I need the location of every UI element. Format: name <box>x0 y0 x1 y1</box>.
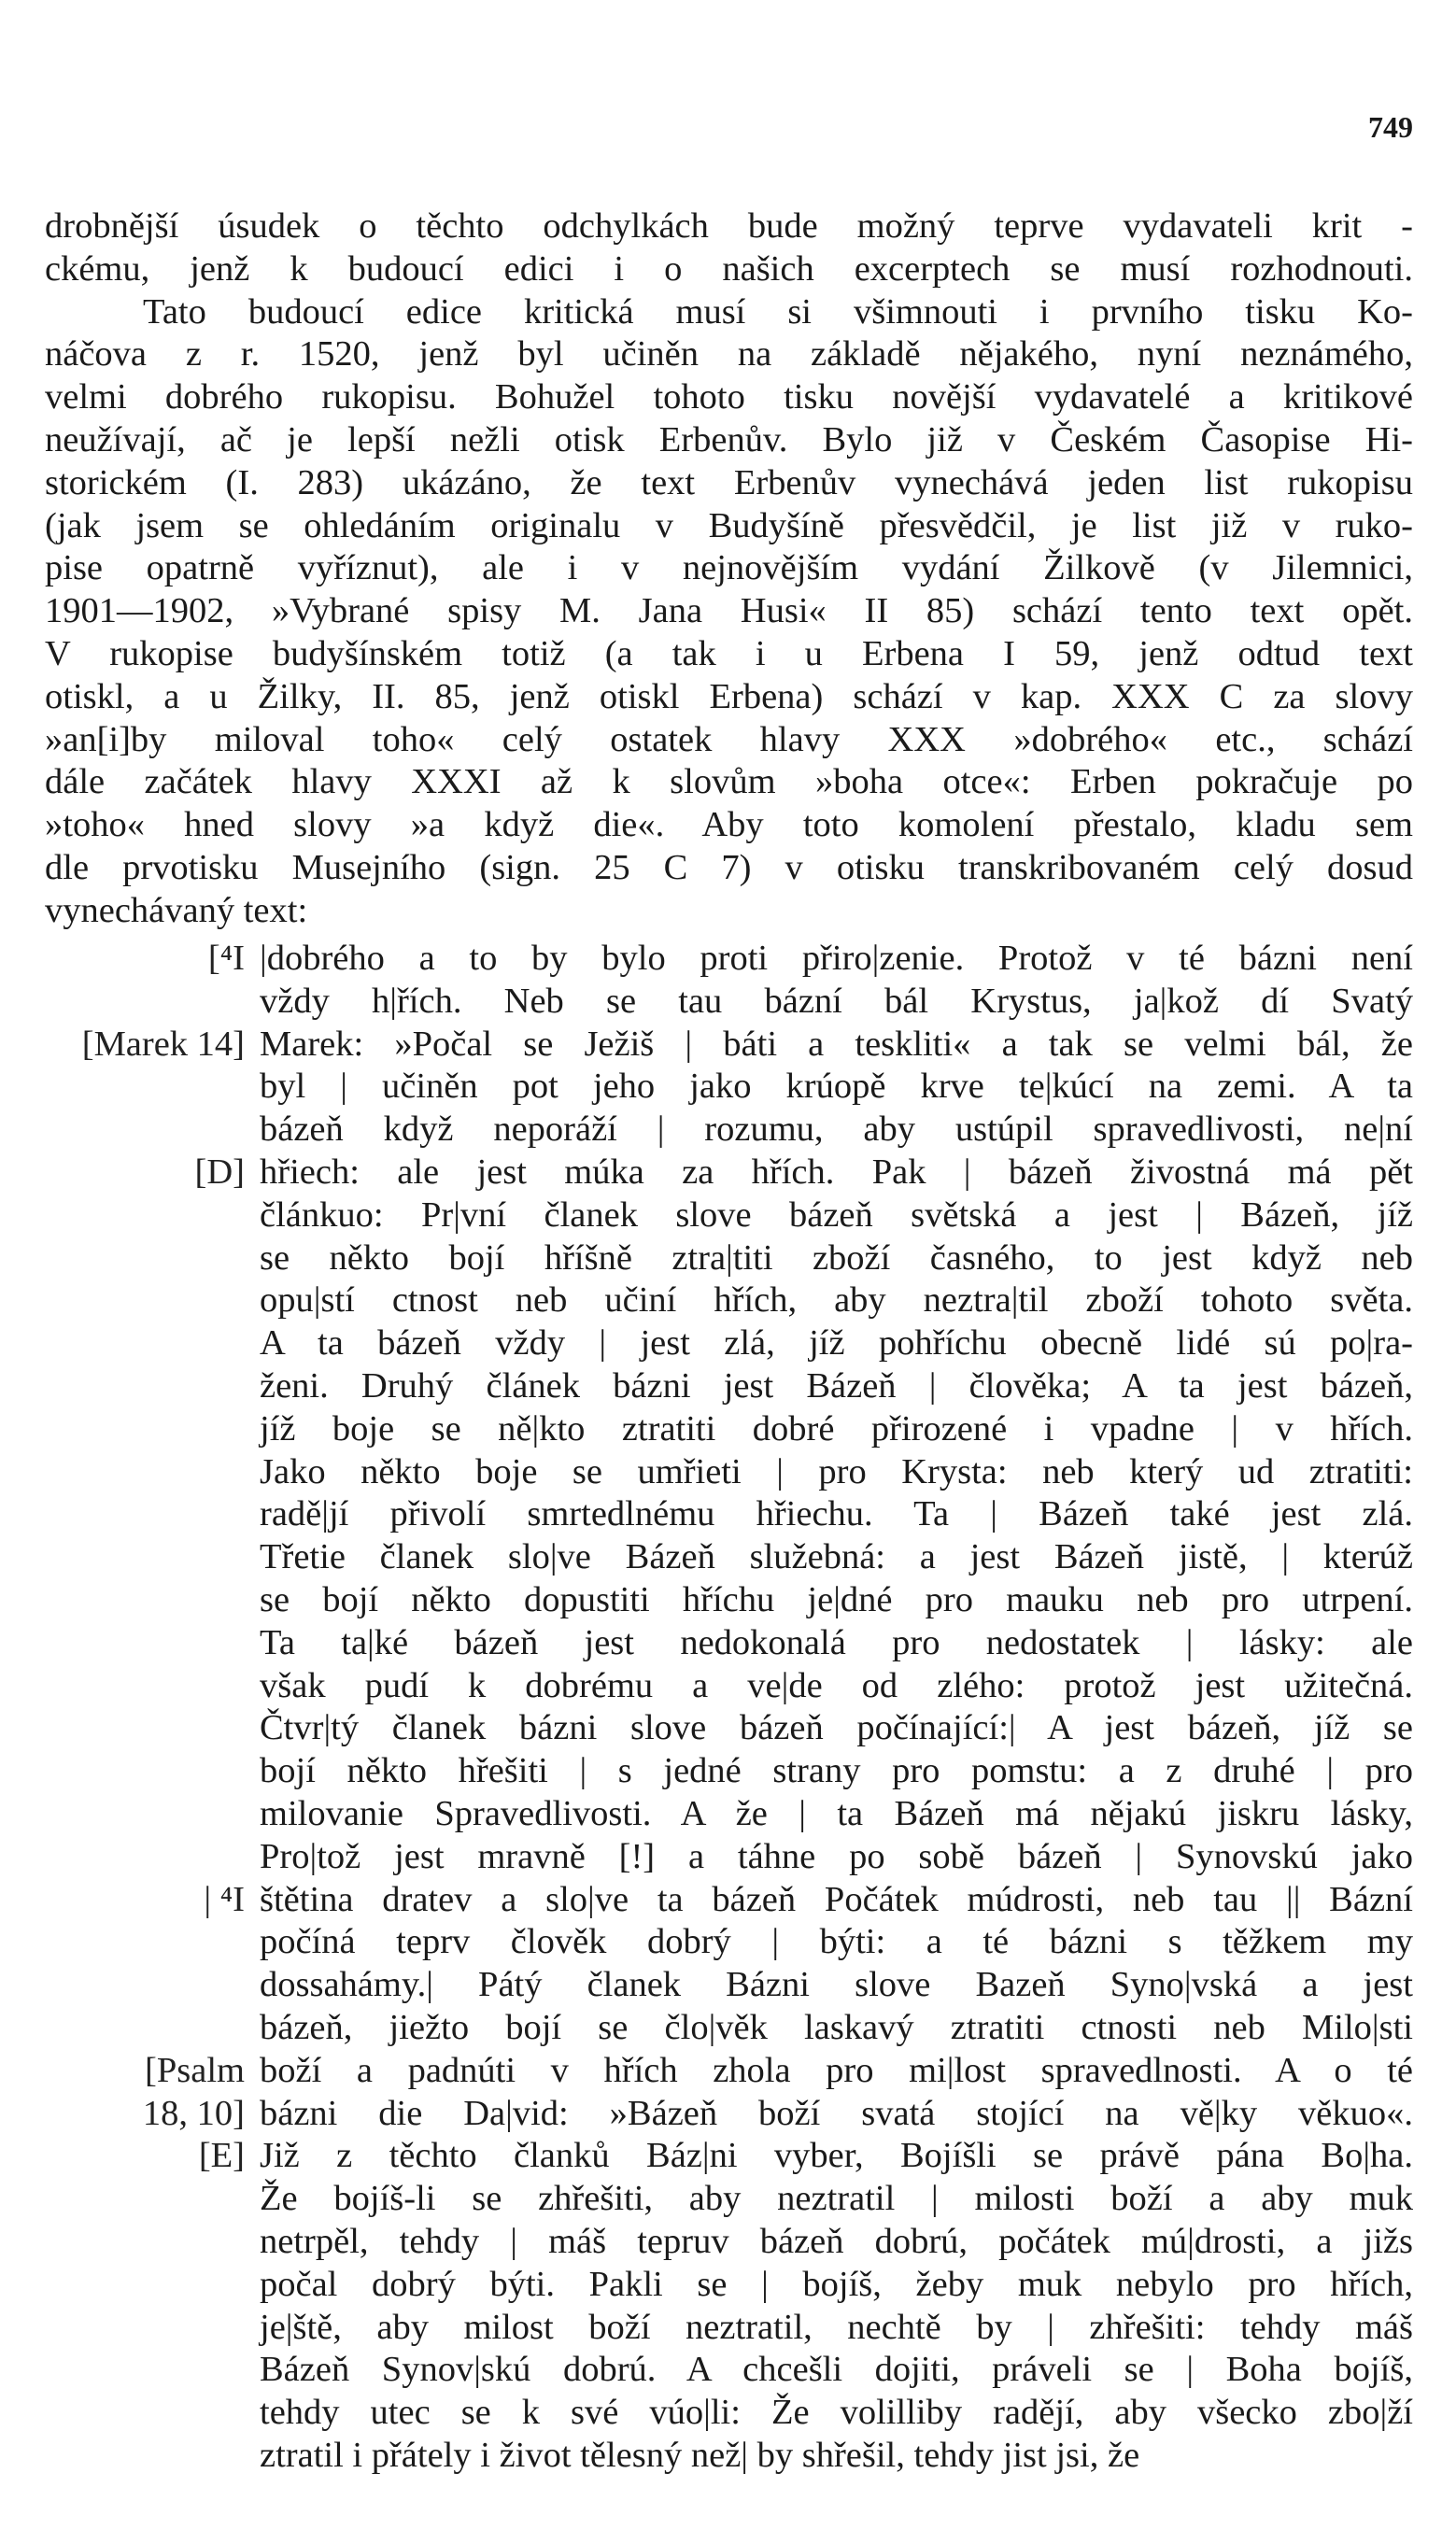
margin-note <box>45 2307 260 2350</box>
intro-line: pise opatrně vyříznut), ale i v nejnovějším vydání Žilkově (v Jilemnici, <box>45 548 1413 588</box>
intro-line: 1901—1902, »Vybrané spisy M. Jana Husi« II 85) schází tento text opět. <box>45 591 1413 631</box>
edition-line <box>45 1408 1413 1451</box>
edition-text <box>45 938 1413 2478</box>
edition-line <box>45 2093 1413 2136</box>
edition-line-text: Jako někto boje se umřieti | pro Krysta: neb který ud ztratiti: <box>260 1451 1413 1491</box>
edition-line-text: bojí někto hřešiti | s jedné strany pro pomstu: a z druhé | pro <box>260 1751 1413 1791</box>
edition-line <box>45 1194 1413 1237</box>
margin-note <box>45 1707 260 1750</box>
margin-note <box>45 2007 260 2050</box>
margin-note <box>45 1109 260 1152</box>
edition-line-text: |dobrého a to by bylo proti přiro|zenie. Protož v té bázni není <box>260 939 1413 978</box>
margin-note <box>45 1964 260 2007</box>
edition-line-text: počíná teprv člověk dobrý | býti: a té bázni s těžkem my <box>260 1922 1413 1962</box>
margin-note <box>45 1322 260 1365</box>
margin-note: | ⁴I <box>204 1879 245 1919</box>
intro-line: Tato budoucí edice kritická musí si všimnouti i prvního tisku Ko- <box>143 291 1413 332</box>
edition-line-text: Bázeň Synov|skú dobrú. A chcešli dojiti, práveli se | Boha bojíš, <box>260 2350 1413 2390</box>
edition-line-text: ztratil i přátely i život tělesný než| by shřešil, tehdy jist jsi, že <box>260 2435 1140 2475</box>
edition-line <box>45 1964 1413 2007</box>
edition-line-text: je|ště, aby milost boží neztratil, nechtě by | zhřešiti: tehdy máš <box>260 2307 1413 2347</box>
edition-line <box>45 2307 1413 2350</box>
edition-line <box>45 1536 1413 1579</box>
edition-line-text: Již z těchto članků Báz|ni vyber, Bojíšli se právě pána Bo|ha. <box>260 2136 1413 2176</box>
edition-line <box>45 2264 1413 2307</box>
edition-line-text: netrpěl, tehdy | máš tepruv bázeň dobrú, počátek mú|drosti, a jižs <box>260 2221 1413 2261</box>
margin-note <box>45 1793 260 1836</box>
edition-line <box>45 1024 1413 1067</box>
edition-line-text: Marek: »Počal se Ježiš | báti a teskliti« a tak se velmi bál, že <box>260 1024 1413 1064</box>
edition-line <box>45 2007 1413 2050</box>
intro-paragraph <box>45 205 1413 933</box>
margin-note: [Marek 14] <box>81 1024 245 1064</box>
edition-line-text: Čtvr|tý članek bázni slove bázeň počínající:| A jest bázeň, jíž se <box>260 1708 1413 1748</box>
edition-line-text: Pro|tož jest mravně [!] a táhne po sobě bázeň | Synovskú jako <box>260 1836 1413 1876</box>
edition-line <box>45 2435 1413 2478</box>
edition-line-text: však pudí k dobrému a ve|de od zlého: protož jest užitečná. <box>260 1665 1413 1705</box>
margin-note <box>45 1921 260 1964</box>
page-number: 749 <box>1368 110 1413 144</box>
margin-note: [⁴I <box>207 939 245 978</box>
edition-line <box>45 1365 1413 1408</box>
intro-line: vynechávaný text: <box>45 890 308 930</box>
edition-line <box>45 1793 1413 1836</box>
margin-note <box>45 2264 260 2307</box>
edition-line-text: Třetie članek slo|ve Bázeň služebná: a jest Bázeň jistě, | kterúž <box>260 1537 1413 1577</box>
edition-line <box>45 1322 1413 1365</box>
edition-line-text: milovanie Spravedlivosti. A že | ta Bázeň má nějakú jiskru lásky, <box>260 1793 1413 1833</box>
edition-line-text: štětina dratev a slo|ve ta bázeň Počátek múdrosti, neb tau || Bázní <box>260 1879 1413 1919</box>
intro-line: dále začátek hlavy XXXI až k slovům »boha otce«: Erben pokračuje po <box>45 762 1413 802</box>
margin-note <box>45 2435 260 2478</box>
edition-line <box>45 2178 1413 2221</box>
margin-note <box>45 1365 260 1408</box>
edition-line-text: článkuo: Pr|vní članek slove bázeň světská a jest | Bázeň, jíž <box>260 1194 1413 1235</box>
intro-line: velmi dobrého rukopisu. Bohužel tohoto tisku novější vydavatelé a kritikové <box>45 377 1413 417</box>
edition-line-text: radě|jí přivolí smrtedlnému hřiechu. Ta | Bázeň také jest zlá. <box>260 1494 1413 1534</box>
margin-note <box>45 1622 260 1665</box>
margin-note: [Psalm <box>145 2050 245 2090</box>
edition-line-text: počal dobrý býti. Pakli se | bojíš, žeby muk nebylo pro hřích, <box>260 2264 1413 2304</box>
edition-line <box>45 2050 1413 2093</box>
intro-line: storickém (I. 283) ukázáno, že text Erbenův vynechává jeden list rukopisu <box>45 462 1413 502</box>
edition-line <box>45 1109 1413 1152</box>
edition-line-text: byl | učiněn pot jeho jako krúopě krve te|kúcí na zemi. A ta <box>260 1067 1413 1107</box>
intro-line: náčova z r. 1520, jenž byl učiněn na základě nějakého, nyní neznámého, <box>45 334 1413 375</box>
intro-line: otiskl, a u Žilky, II. 85, jenž otiskl Erbena) schází v kap. XXX C za slovy <box>45 676 1413 716</box>
edition-line-text: se bojí někto dopustiti hříchu je|dné pro mauku neb pro utrpení. <box>260 1579 1413 1619</box>
edition-line-text: tehdy utec se k své vúo|li: Že volilliby radějí, aby všecko zbo|ží <box>260 2393 1413 2433</box>
edition-line-text: bázeň, jiežto bojí se člo|věk laskavý ztratiti ctnosti neb Milo|sti <box>260 2007 1413 2047</box>
intro-line: ckému, jenž k budoucí edici i o našich excerptech se musí rozhodnouti. <box>45 248 1413 289</box>
margin-note <box>45 1066 260 1109</box>
edition-line-text: opu|stí ctnost neb učiní hřích, aby neztra|til zboží tohoto světa. <box>260 1280 1413 1321</box>
edition-line <box>45 1237 1413 1280</box>
edition-line-text: vždy h|řích. Neb se tau bázní bál Krystus, ja|kož dí Svatý <box>260 981 1413 1021</box>
edition-line <box>45 1451 1413 1494</box>
edition-line-text: bázni die Da|vid: »Bázeň boží svatá stojící na vě|ky věkuo«. <box>260 2093 1413 2133</box>
margin-note <box>45 1408 260 1451</box>
edition-line <box>45 2392 1413 2435</box>
margin-note <box>45 1194 260 1237</box>
margin-note <box>45 1665 260 1708</box>
edition-line <box>45 1579 1413 1622</box>
edition-line <box>45 981 1413 1024</box>
intro-line: »toho« hned slovy »a když die«. Aby toto komolení přestalo, kladu sem <box>45 805 1413 845</box>
margin-note <box>45 1451 260 1494</box>
edition-line <box>45 938 1413 981</box>
edition-line-text: ženi. Druhý článek bázni jest Bázeň | člověka; A ta jest bázeň, <box>260 1365 1413 1406</box>
edition-line-text: se někto bojí hříšně ztra|titi zboží časného, to jest když neb <box>260 1237 1413 1278</box>
margin-note <box>45 1579 260 1622</box>
edition-line <box>45 2221 1413 2264</box>
margin-note <box>45 1237 260 1280</box>
margin-note <box>45 2178 260 2221</box>
edition-line-text: hřiech: ale jest múka za hřích. Pak | bázeň živostná má pět <box>260 1152 1413 1192</box>
edition-line <box>45 1066 1413 1109</box>
edition-line <box>45 1707 1413 1750</box>
margin-note: 18, 10] <box>142 2093 245 2133</box>
intro-line: drobnější úsudek o těchto odchylkách bude možný teprve vydavateli krit - <box>45 206 1413 246</box>
margin-note <box>45 2349 260 2392</box>
edition-line <box>45 1279 1413 1322</box>
intro-line: dle prvotisku Musejního (sign. 25 C 7) v otisku transkribovaném celý dosud <box>45 847 1413 887</box>
margin-note <box>45 1536 260 1579</box>
edition-line <box>45 1750 1413 1793</box>
edition-line <box>45 1493 1413 1536</box>
edition-line-text: bázeň když neporáží | rozumu, aby ustúpil spravedlivosti, ne|ní <box>260 1109 1413 1150</box>
edition-line <box>45 1622 1413 1665</box>
edition-line <box>45 2349 1413 2392</box>
margin-note <box>45 1836 260 1879</box>
intro-line: V rukopise budyšínském totiž (a tak i u Erbena I 59, jenž odtud text <box>45 633 1413 673</box>
intro-line: (jak jsem se ohledáním originalu v Budyšíně přesvědčil, je list již v ruko- <box>45 505 1413 545</box>
edition-line <box>45 1879 1413 1922</box>
intro-line: neužívají, ač je lepší nežli otisk Erbenův. Bylo již v Českém Časopise Hi- <box>45 419 1413 459</box>
margin-note <box>45 2221 260 2264</box>
edition-line-text: dossahámy.| Pátý članek Bázni slove Bazeň Syno|vská a jest <box>260 1965 1413 2005</box>
edition-line <box>45 1921 1413 1964</box>
margin-note: [E] <box>198 2136 245 2176</box>
edition-line-text: Ta ta|ké bázeň jest nedokonalá pro nedostatek | lásky: ale <box>260 1622 1413 1662</box>
intro-line: »an[i]by miloval toho« celý ostatek hlavy XXX »dobrého« etc., schází <box>45 719 1413 759</box>
margin-note <box>45 1750 260 1793</box>
margin-note <box>45 1279 260 1322</box>
margin-note <box>45 1493 260 1536</box>
edition-line <box>45 1836 1413 1879</box>
margin-note: [D] <box>194 1152 245 1192</box>
edition-line-text: A ta bázeň vždy | jest zlá, jíž pohříchu obecně lidé sú po|ra- <box>260 1323 1413 1364</box>
margin-note <box>45 2392 260 2435</box>
edition-line-text: jíž boje se ně|kto ztratiti dobré přirozené i vpadne | v hřích. <box>260 1408 1413 1449</box>
edition-line-text: boží a padnúti v hřích zhola pro mi|lost spravedlnosti. A o té <box>260 2050 1413 2090</box>
edition-line <box>45 2135 1413 2178</box>
edition-line <box>45 1665 1413 1708</box>
margin-note <box>45 981 260 1024</box>
edition-line <box>45 1152 1413 1194</box>
edition-line-text: Že bojíš-li se zhřešiti, aby neztratil | milosti boží a aby muk <box>260 2179 1413 2219</box>
